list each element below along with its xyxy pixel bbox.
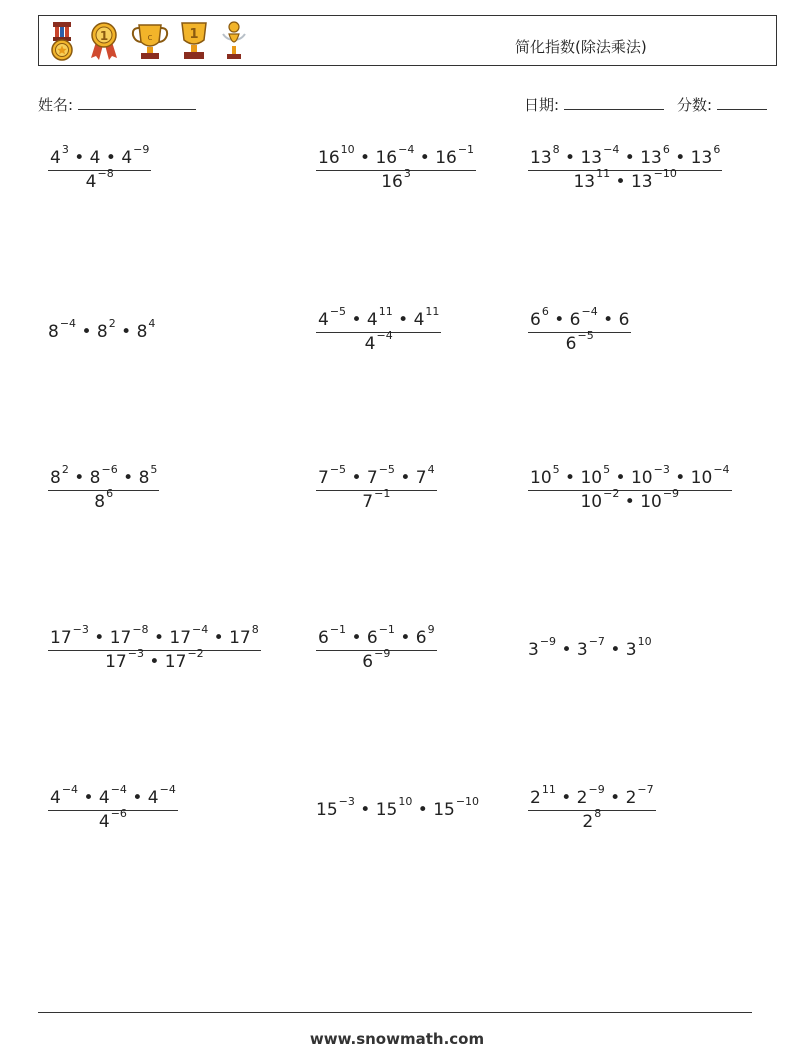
multiply-dot: • xyxy=(346,468,367,488)
problem-1 xyxy=(48,143,151,192)
base: 2 xyxy=(530,788,541,808)
exponent: −5 xyxy=(329,463,347,477)
problem-10 xyxy=(48,623,261,672)
base: 8 xyxy=(136,322,148,342)
problem-14 xyxy=(316,795,480,820)
multiply-dot: • xyxy=(555,788,577,808)
score-line[interactable] xyxy=(717,95,767,110)
multiply-dot: • xyxy=(548,310,570,330)
exponent: −9 xyxy=(374,647,391,661)
multiply-dot: • xyxy=(604,640,626,660)
base: 8 xyxy=(94,492,106,512)
denominator xyxy=(316,167,476,192)
base: 4 xyxy=(98,812,110,832)
fraction xyxy=(316,305,441,354)
denominator xyxy=(48,807,178,832)
fraction xyxy=(528,783,656,832)
exponent: 2 xyxy=(61,463,69,477)
numerator xyxy=(528,783,656,810)
problem-12 xyxy=(528,635,652,660)
multiply-dot: • xyxy=(76,322,97,342)
exponent: −4 xyxy=(110,783,127,797)
exponent: 5 xyxy=(603,463,611,477)
exponent: 6 xyxy=(662,143,670,157)
multiply-dot: • xyxy=(597,310,619,330)
fraction xyxy=(48,143,151,192)
base: 4 xyxy=(121,148,133,168)
denominator xyxy=(528,329,631,354)
multiply-dot: • xyxy=(88,628,110,648)
exponent: −9 xyxy=(662,487,680,501)
exponent: 11 xyxy=(596,167,611,181)
denominator xyxy=(48,487,159,512)
base: 3 xyxy=(625,640,637,660)
exponent: −9 xyxy=(588,783,605,797)
multiply-dot: • xyxy=(392,310,414,330)
base: 8 xyxy=(89,468,101,488)
base: 4 xyxy=(147,788,159,808)
multiply-dot: • xyxy=(115,322,137,342)
exponent: −5 xyxy=(329,305,347,319)
exponent: 5 xyxy=(552,463,560,477)
multiply-dot: • xyxy=(559,468,581,488)
base: 17 xyxy=(50,628,72,648)
problem-8 xyxy=(316,463,437,512)
base: 8 xyxy=(96,322,108,342)
base: 8 xyxy=(48,322,59,342)
exponent: −1 xyxy=(457,143,475,157)
exponent: −4 xyxy=(376,329,393,343)
base: 2 xyxy=(582,812,594,832)
multiply-dot: • xyxy=(143,652,165,672)
base: 7 xyxy=(318,468,329,488)
ribbon-medal-icon xyxy=(87,20,121,62)
base: 13 xyxy=(580,148,603,168)
exponent: −1 xyxy=(378,623,395,637)
exponent: −3 xyxy=(653,463,670,477)
date-field xyxy=(524,94,664,115)
exponent: 4 xyxy=(427,463,435,477)
exponent: 6 xyxy=(541,305,549,319)
exponent: −2 xyxy=(187,647,204,661)
multiply-dot: • xyxy=(148,628,170,648)
exponent: 5 xyxy=(150,463,158,477)
multiply-dot: • xyxy=(354,148,376,168)
exponent: −4 xyxy=(581,305,598,319)
svg-text:1: 1 xyxy=(99,29,109,43)
exponent: 9 xyxy=(427,623,435,637)
base: 3 xyxy=(528,640,539,660)
base: 4 xyxy=(366,310,378,330)
numerator xyxy=(48,623,261,650)
header-box xyxy=(38,15,777,66)
exponent: −6 xyxy=(101,463,118,477)
exponent: −1 xyxy=(329,623,347,637)
exponent: 3 xyxy=(403,167,411,181)
footer-url: www.snowmath.com xyxy=(309,1030,485,1048)
base: 6 xyxy=(362,652,374,672)
exponent: −10 xyxy=(455,795,480,809)
base: 17 xyxy=(169,628,192,648)
footer-divider xyxy=(38,1012,752,1013)
svg-text:c: c xyxy=(147,33,153,43)
multiply-dot: • xyxy=(556,640,577,660)
fraction xyxy=(48,623,261,672)
problem-6 xyxy=(528,305,631,354)
base: 16 xyxy=(435,148,457,168)
exponent: 4 xyxy=(148,317,156,331)
base: 10 xyxy=(530,468,552,488)
fraction xyxy=(316,463,437,512)
exponent: −7 xyxy=(588,635,605,649)
base: 15 xyxy=(316,800,338,820)
fraction xyxy=(528,143,722,192)
base: 10 xyxy=(640,492,662,512)
base: 7 xyxy=(415,468,427,488)
multiply-dot: • xyxy=(610,172,631,192)
problem-2 xyxy=(316,143,476,192)
base: 16 xyxy=(375,148,398,168)
base: 4 xyxy=(318,310,329,330)
multiply-dot: • xyxy=(414,148,436,168)
multiply-dot: • xyxy=(100,148,122,168)
problem-11 xyxy=(316,623,437,672)
fraction xyxy=(48,783,178,832)
multiply-dot: • xyxy=(354,800,376,820)
base: 10 xyxy=(580,492,603,512)
denominator xyxy=(528,167,722,192)
multiply-dot: • xyxy=(68,468,90,488)
base: 17 xyxy=(105,652,127,672)
exponent: −7 xyxy=(637,783,654,797)
base: 13 xyxy=(640,148,662,168)
problem-5 xyxy=(316,305,441,354)
exponent: 8 xyxy=(594,807,602,821)
exponent: −3 xyxy=(338,795,355,809)
award-icons xyxy=(47,20,249,62)
fraction xyxy=(528,305,631,354)
name-field xyxy=(38,94,196,115)
problem-13 xyxy=(48,783,178,832)
base: 16 xyxy=(318,148,340,168)
base: 17 xyxy=(109,628,132,648)
score-label: 分数: xyxy=(677,96,713,114)
exponent: −9 xyxy=(539,635,557,649)
name-line[interactable] xyxy=(78,95,196,110)
numerator xyxy=(528,463,732,490)
base: 17 xyxy=(229,628,251,648)
exponent: −1 xyxy=(374,487,391,501)
multiply-dot: • xyxy=(669,148,691,168)
multiply-dot: • xyxy=(68,148,90,168)
exponent: 3 xyxy=(61,143,69,157)
denominator xyxy=(528,807,656,832)
base: 6 xyxy=(366,628,378,648)
exponent: 11 xyxy=(425,305,440,319)
base: 6 xyxy=(530,310,541,330)
problem-9 xyxy=(528,463,732,512)
exponent: 11 xyxy=(378,305,393,319)
date-label: 日期: xyxy=(524,96,560,114)
base: 3 xyxy=(576,640,588,660)
base: 6 xyxy=(618,310,630,330)
multiply-dot: • xyxy=(394,468,416,488)
base: 17 xyxy=(164,652,187,672)
denominator xyxy=(316,487,437,512)
fraction xyxy=(316,623,437,672)
exponent: −4 xyxy=(59,317,77,331)
base: 4 xyxy=(364,334,376,354)
multiply-dot: • xyxy=(78,788,99,808)
exponent: 11 xyxy=(541,783,556,797)
multiply-dot: • xyxy=(126,788,148,808)
base: 4 xyxy=(98,788,110,808)
multiply-dot: • xyxy=(346,628,367,648)
base: 4 xyxy=(85,172,97,192)
base: 10 xyxy=(630,468,653,488)
base: 6 xyxy=(318,628,329,648)
exponent: −10 xyxy=(653,167,677,181)
base: 16 xyxy=(381,172,403,192)
base: 7 xyxy=(362,492,374,512)
multiply-dot: • xyxy=(669,468,691,488)
date-line[interactable] xyxy=(564,95,664,110)
multiply-dot: • xyxy=(208,628,230,648)
base: 2 xyxy=(625,788,637,808)
exponent: 8 xyxy=(251,623,259,637)
exponent: 6 xyxy=(106,487,114,501)
exponent: −5 xyxy=(577,329,594,343)
multiply-dot: • xyxy=(619,148,641,168)
exponent: −4 xyxy=(192,623,209,637)
base: 13 xyxy=(530,148,552,168)
fraction xyxy=(528,463,732,512)
trophy-number-one-icon xyxy=(179,20,209,62)
problem-3 xyxy=(528,143,722,192)
name-label: 姓名: xyxy=(38,96,74,114)
exponent: −4 xyxy=(398,143,415,157)
denominator xyxy=(316,329,441,354)
worksheet-title: 简化指数(除法乘法) xyxy=(515,38,647,56)
exponent: −8 xyxy=(97,167,114,181)
numerator xyxy=(48,463,159,490)
base: 4 xyxy=(50,788,61,808)
base: 15 xyxy=(375,800,398,820)
exponent: 10 xyxy=(637,635,652,649)
exponent: −2 xyxy=(603,487,620,501)
denominator xyxy=(48,167,151,192)
exponent: 10 xyxy=(340,143,355,157)
problem-4 xyxy=(48,317,156,342)
base: 13 xyxy=(690,148,713,168)
exponent: 6 xyxy=(713,143,721,157)
problem-7 xyxy=(48,463,159,512)
base: 6 xyxy=(569,310,581,330)
base: 6 xyxy=(565,334,577,354)
base: 8 xyxy=(50,468,61,488)
exponent: 8 xyxy=(552,143,560,157)
base: 10 xyxy=(580,468,603,488)
exponent: −8 xyxy=(132,623,149,637)
multiply-dot: • xyxy=(346,310,367,330)
denominator xyxy=(316,647,437,672)
exponent: −9 xyxy=(133,143,150,157)
multiply-dot: • xyxy=(619,492,641,512)
multiply-dot: • xyxy=(604,788,626,808)
base: 4 xyxy=(50,148,61,168)
exponent: −6 xyxy=(110,807,127,821)
multiply-dot: • xyxy=(559,148,581,168)
denominator xyxy=(48,647,261,672)
score-field xyxy=(677,94,767,115)
fraction xyxy=(48,463,159,512)
base: 13 xyxy=(630,172,653,192)
base: 13 xyxy=(573,172,596,192)
svg-text:1: 1 xyxy=(189,27,199,42)
base: 4 xyxy=(89,148,101,168)
exponent: −4 xyxy=(603,143,620,157)
base: 7 xyxy=(366,468,378,488)
multiply-dot: • xyxy=(394,628,416,648)
medal-icon xyxy=(47,20,77,62)
base: 4 xyxy=(413,310,425,330)
denominator xyxy=(528,487,732,512)
numerator xyxy=(528,143,722,170)
trophy-cup-icon xyxy=(131,20,169,62)
exponent: −4 xyxy=(713,463,730,477)
exponent: 10 xyxy=(398,795,413,809)
problem-15 xyxy=(528,783,656,832)
award-figure-icon xyxy=(219,20,249,62)
exponent: 2 xyxy=(108,317,116,331)
exponent: −3 xyxy=(72,623,89,637)
exponent: −4 xyxy=(159,783,176,797)
base: 15 xyxy=(433,800,455,820)
multiply-dot: • xyxy=(117,468,139,488)
base: 2 xyxy=(576,788,588,808)
exponent: −4 xyxy=(61,783,79,797)
base: 10 xyxy=(690,468,713,488)
multiply-dot: • xyxy=(610,468,631,488)
multiply-dot: • xyxy=(412,800,434,820)
base: 6 xyxy=(415,628,427,648)
exponent: −5 xyxy=(378,463,395,477)
fraction xyxy=(316,143,476,192)
numerator xyxy=(316,143,476,170)
exponent: −3 xyxy=(127,647,144,661)
base: 8 xyxy=(138,468,150,488)
